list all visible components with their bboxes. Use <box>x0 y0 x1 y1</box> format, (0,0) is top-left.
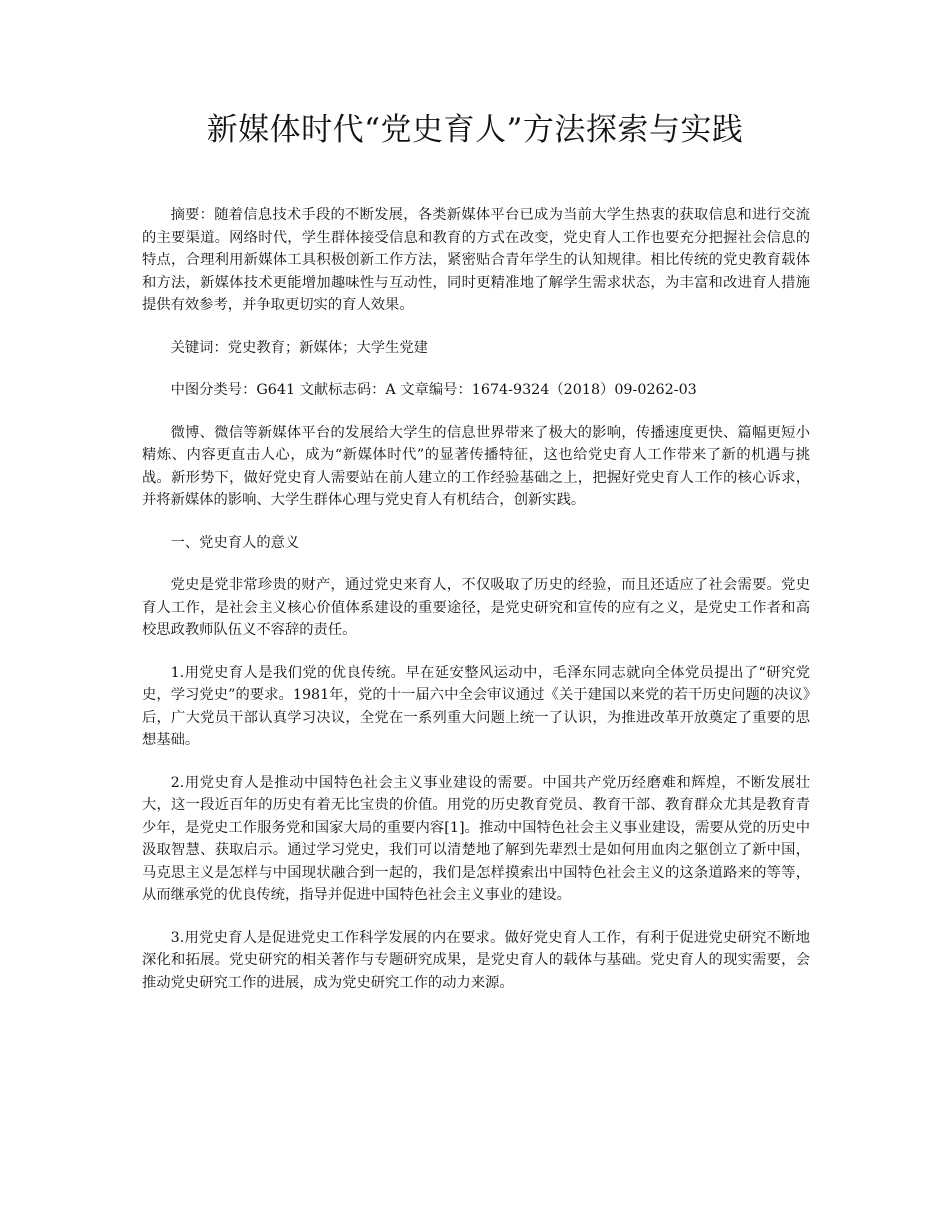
classification-paragraph: 中图分类号：G641 文献标志码：A 文章编号：1674-9324（2018）09-0262-03 <box>170 382 697 398</box>
body-paragraph: 3.用党史育人是促进党史工作科学发展的内在要求。做好党史育人工作，有利于促进党史研究不断地深化和拓展。党史研究的相关著作与专题研究成果，是党史育人的载体与基础。党史育人的现实需要，会推动党史研究工作的进展，成为党史研究工作的动力来源。 <box>142 929 810 991</box>
body-paragraph: 2.用党史育人是推动中国特色社会主义事业建设的需要。中国共产党历经磨难和辉煌，不断发展壮大，这一段近百年的历史有着无比宝贵的价值。用党的历史教育党员、教育干部、教育群众尤其是教育青少年，是党史工作服务党和国家大局的重要内容[1]。推动中国特色社会主义事业建设，需要从党的历史中汲取智慧、获取启示。通过学习党史，我们可以清楚地了解到先辈烈士是如何用血肉之躯创立了新中国，马克思主义是怎样与中国现状融合到一起的，我们是怎样摸索出中国特色社会主义的这条道路来的等等，从而继承党的优良传统，指导并促进中国特色社会主义事业的建设。 <box>142 774 810 903</box>
abstract-paragraph: 摘要：随着信息技术手段的不断发展，各类新媒体平台已成为当前大学生热衷的获取信息和进行交流的主要渠道。网络时代，学生群体接受信息和教育的方式在改变，党史育人工作也要充分把握社会信息的特点，合理利用新媒体工具积极创新工作方法，紧密贴合青年学生的认知规律。相比传统的党史教育载体和方法，新媒体技术更能增加趣味性与互动性，同时更精准地了解学生需求状态，为丰富和改进育人措施提供有效参考，并争取更切实的育人效果。 <box>142 207 810 313</box>
section-heading: 一、党史育人的意义 <box>170 534 300 551</box>
intro-paragraph: 微博、微信等新媒体平台的发展给大学生的信息世界带来了极大的影响，传播速度更快、篇幅更短小精炼、内容更直击人心，成为“新媒体时代”的显著传播特征，这也给党史育人工作带来了新的机遇与挑战。新形势下，做好党史育人需要站在前人建立的工作经验基础之上，把握好党史育人工作的核心诉求，并将新媒体的影响、大学生群体心理与党史育人有机结合，创新实践。 <box>142 424 810 508</box>
body-paragraph: 1.用党史育人是我们党的优良传统。早在延安整风运动中，毛泽东同志就向全体党员提出了“研究党史，学习党史”的要求。1981年，党的十一届六中全会审议通过《关于建国以来党的若干历史问题的决议》后，广大党员干部认真学习决议，全党在一系列重大问题上统一了认识，为推进改革开放奠定了重要的思想基础。 <box>142 664 810 748</box>
body-paragraph: 党史是党非常珍贵的财产，通过党史来育人，不仅吸取了历史的经验，而且还适应了社会需要。党史育人工作，是社会主义核心价值体系建设的重要途径，是党史研究和宣传的应有之义，是党史工作者和高校思政教师队伍义不容辞的责任。 <box>142 577 810 638</box>
document-title: 新媒体时代“党史育人”方法探索与实践 <box>206 112 744 148</box>
document-body <box>142 204 810 1014</box>
keywords-paragraph: 关键词：党史教育；新媒体；大学生党建 <box>170 339 428 356</box>
